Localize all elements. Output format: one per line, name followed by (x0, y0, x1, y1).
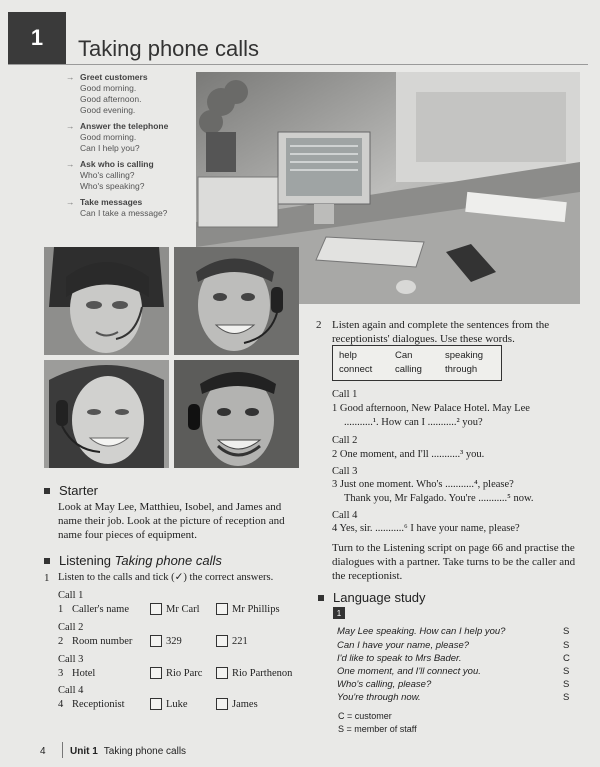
word: calling (395, 364, 422, 375)
phrase-line: Can I help you? (80, 143, 140, 153)
call-item-num: 4 (58, 699, 64, 710)
example-line: Can I have your name, please? (337, 640, 470, 651)
word-box (332, 345, 502, 381)
starter-text: Look at May Lee, Matthieu, Isobel, and James and name their job. Look at the picture of reception and name four pieces of equipment. (58, 501, 285, 541)
photo-matthieu (174, 247, 299, 355)
checkbox-box[interactable] (150, 667, 162, 679)
phrase-line: Can I take a message? (80, 208, 168, 218)
bullet-icon (44, 488, 50, 494)
checkbox-james[interactable]: James (216, 698, 258, 710)
phrase-line: Good morning. (80, 83, 137, 93)
checkbox-luke[interactable]: Luke (150, 698, 188, 710)
phrase-line: Who's speaking? (80, 181, 145, 191)
checkbox-rio-parc[interactable]: Rio Parc (150, 667, 202, 679)
dialogue-line: ...........¹. How can I ...........² you? (344, 417, 483, 428)
checkbox-221[interactable]: 221 (216, 635, 248, 647)
footer-divider (62, 742, 63, 758)
checkbox-box[interactable] (216, 635, 228, 647)
speaker-code: S (563, 692, 570, 703)
checkbox-rio-parthenon[interactable]: Rio Parthenon (216, 667, 292, 679)
example-line: I'd like to speak to Mrs Bader. (337, 653, 462, 664)
call-item-num: 1 (58, 604, 64, 615)
call-item-num: 2 (58, 636, 64, 647)
exercise2-followup: Turn to the Listening script on page 66 and practise the dialogues with a partner. Take turns to be the caller and the receptionist. (332, 542, 576, 582)
title-rule (8, 64, 588, 65)
exercise2-instruction: Listen again and complete the sentences from the receptionists' dialogues. Use these words. (332, 319, 550, 345)
page-title: Taking phone calls (78, 36, 260, 61)
phrase-group-messages (66, 197, 167, 219)
phrase-group-greet (66, 72, 148, 116)
arrow-icon: → (66, 72, 75, 82)
dialogue-line: 3 Just one moment. Who's ...........⁴, please? (332, 479, 514, 490)
speaker-code: C (563, 653, 570, 664)
arrow-icon: → (66, 197, 75, 207)
page-number: 4 (40, 746, 46, 757)
dialogue-line: 1 Good afternoon, New Palace Hotel. May Lee (332, 403, 530, 414)
word: connect (339, 364, 373, 375)
call-item: Hotel (72, 668, 96, 679)
checkbox-box[interactable] (216, 667, 228, 679)
footer-unit (70, 746, 186, 757)
phrase-line: Good morning. (80, 132, 137, 142)
dialogue-line: 4 Yes, sir. ...........⁶ I have your name, please? (332, 523, 520, 534)
dialogue-line: Thank you, Mr Falgado. You're ...........⁵ now. (344, 493, 534, 504)
footer-unit-label: Unit 1 (70, 746, 98, 757)
example-line: One moment, and I'll connect you. (337, 666, 481, 677)
checkbox-box[interactable] (216, 698, 228, 710)
checkbox-box[interactable] (216, 603, 228, 615)
checkbox-box[interactable] (150, 698, 162, 710)
call-label: Call 2 (332, 435, 358, 446)
exercise2-num: 2 (316, 319, 322, 331)
bullet-icon (318, 595, 324, 601)
phrase-heading: Greet customers (80, 72, 148, 82)
example-line: Who's calling, please? (337, 679, 432, 690)
arrow-icon: → (66, 159, 75, 169)
call-label: Call 4 (58, 685, 84, 696)
dialogue-line: 2 One moment, and I'll ...........³ you. (332, 449, 485, 460)
call-label: Call 2 (58, 622, 84, 633)
unit-number-badge: 1 (8, 12, 66, 64)
checkbox-box[interactable] (150, 635, 162, 647)
word: Can (395, 350, 413, 361)
word: speaking (445, 350, 484, 361)
call-label: Call 3 (58, 654, 84, 665)
listening-heading: Listening Taking phone calls (44, 553, 222, 568)
call-item: Receptionist (72, 699, 125, 710)
phrase-line: Good evening. (80, 105, 136, 115)
photo-may-lee (44, 247, 169, 355)
photo-james (174, 360, 299, 468)
example-line: You're through now. (337, 692, 421, 703)
listening-instruction: Listen to the calls and tick (✓) the correct answers. (58, 572, 274, 583)
audio-track-icon: 1 (333, 607, 345, 619)
phrase-line: Good afternoon. (80, 94, 142, 104)
photo-isobel (44, 360, 169, 468)
call-item: Room number (72, 636, 133, 647)
phrase-heading: Ask who is calling (80, 159, 154, 169)
phrase-heading: Take messages (80, 197, 143, 207)
checkbox-329[interactable]: 329 (150, 635, 182, 647)
speaker-code: S (563, 666, 570, 677)
arrow-icon: → (66, 121, 75, 131)
phrase-group-ask (66, 159, 154, 192)
phrase-heading: Answer the telephone (80, 121, 169, 131)
key-line: C = customer (338, 711, 392, 721)
checkbox-box[interactable] (150, 603, 162, 615)
call-item-num: 3 (58, 668, 64, 679)
call-label: Call 1 (58, 590, 84, 601)
starter-heading: Starter (44, 483, 98, 498)
listening-subheading: Taking phone calls (114, 553, 222, 568)
checkbox-mr-phillips[interactable]: Mr Phillips (216, 603, 280, 615)
speaker-code: S (563, 640, 570, 651)
phrase-line: Who's calling? (80, 170, 135, 180)
word: help (339, 350, 357, 361)
call-label: Call 4 (332, 510, 358, 521)
language-study-heading: Language study (318, 590, 426, 605)
example-line: May Lee speaking. How can I help you? (337, 626, 506, 637)
speaker-code: S (563, 679, 570, 690)
listening-instruction-num: 1 (44, 572, 50, 584)
bullet-icon (44, 558, 50, 564)
call-label: Call 1 (332, 389, 358, 400)
speaker-code: S (563, 626, 570, 637)
call-item: Caller's name (72, 604, 129, 615)
checkbox-mr-carl[interactable]: Mr Carl (150, 603, 200, 615)
call-label: Call 3 (332, 466, 358, 477)
key-line: S = member of staff (338, 724, 417, 734)
footer-title: Taking phone calls (103, 746, 187, 757)
word: through (445, 364, 478, 375)
phrase-group-answer (66, 121, 168, 154)
